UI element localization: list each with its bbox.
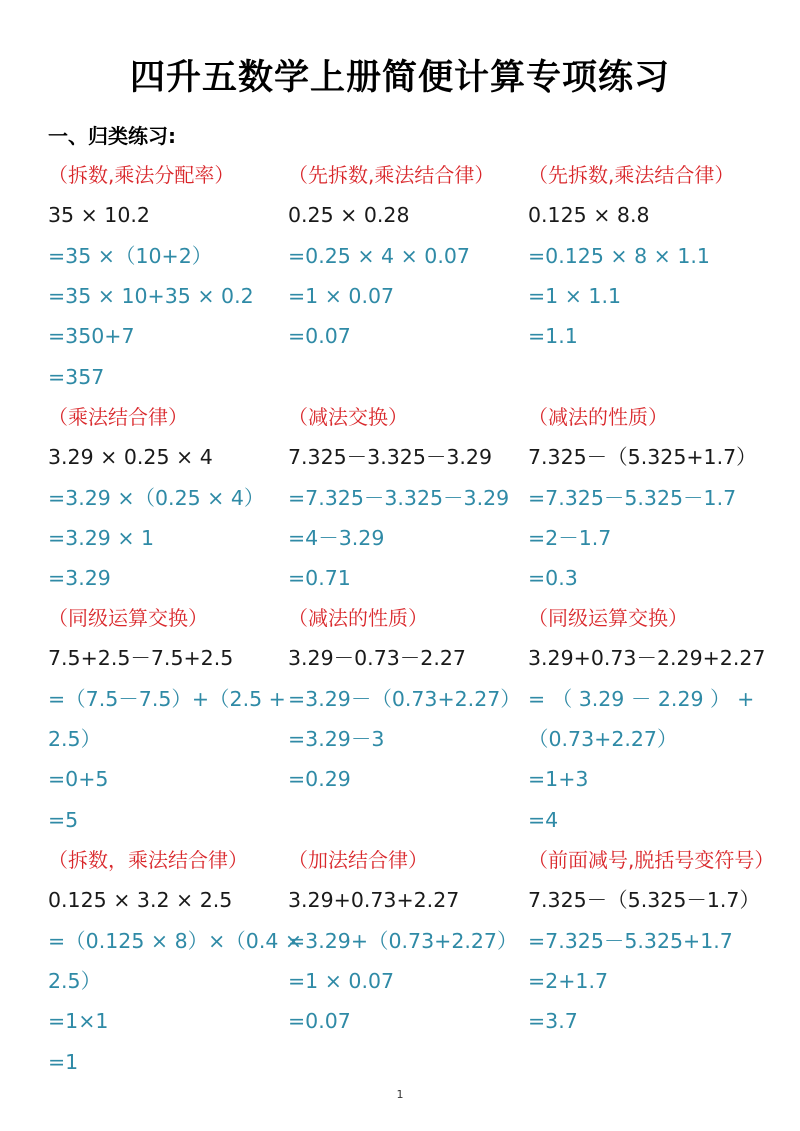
solution-step: =0.29: [288, 767, 351, 792]
solution-step: =350+7: [48, 324, 135, 349]
solution-step: =4－3.29: [288, 525, 385, 550]
method-label: （减法的性质）: [288, 606, 428, 630]
solution-step: =35 × 10+35 × 0.2: [48, 283, 254, 308]
solution-step: =7.325－5.325－1.7: [528, 485, 737, 510]
problem-expression: 7.325－（5.325－1.7）: [528, 888, 760, 913]
solution-step: =2+1.7: [528, 968, 608, 993]
solution-step: =7.325－3.325－3.29: [288, 485, 510, 510]
solution-step: =35 ×（10+2）: [48, 243, 213, 268]
page-number: 1: [396, 1088, 404, 1101]
method-label: （拆数，乘法结合律）: [48, 848, 248, 872]
solution-step: =（0.125 × 8）×（0.4 ×: [48, 928, 303, 953]
solution-step: =3.7: [528, 1009, 578, 1034]
method-label: （拆数,乘法分配率）: [48, 163, 235, 187]
section-heading: 一、归类练习:: [48, 124, 176, 148]
solution-step: = （ 3.29 － 2.29 ） +: [528, 686, 755, 711]
problem-expression: 3.29+0.73+2.27: [288, 888, 460, 913]
solution-step: =1+3: [528, 767, 589, 792]
problem-expression: 7.325－（5.325+1.7）: [528, 445, 757, 470]
solution-step: =0.71: [288, 566, 351, 591]
solution-step: =0.3: [528, 566, 578, 591]
solution-step: =3.29－3: [288, 726, 385, 751]
method-label: （先拆数,乘法结合律）: [288, 163, 495, 187]
solution-step: =2－1.7: [528, 525, 612, 550]
solution-step: =1 × 1.1: [528, 283, 622, 308]
method-label: （减法交换）: [288, 405, 408, 429]
problem-expression: 35 × 10.2: [48, 203, 150, 228]
solution-step: =357: [48, 364, 105, 389]
solution-step: =7.325－5.325+1.7: [528, 928, 733, 953]
solution-step: =0.07: [288, 1009, 351, 1034]
method-label: （乘法结合律）: [48, 405, 188, 429]
solution-step: =1×1: [48, 1009, 109, 1034]
problem-expression: 7.325－3.325－3.29: [288, 445, 493, 470]
method-label: （同级运算交换）: [528, 606, 688, 630]
solution-step: （0.73+2.27）: [528, 726, 678, 751]
problem-expression: 7.5+2.5－7.5+2.5: [48, 646, 234, 671]
page-title: 四升五数学上册简便计算专项练习: [129, 57, 670, 98]
method-label: （减法的性质）: [528, 405, 668, 429]
solution-step: 2.5）: [48, 968, 102, 993]
solution-step: =5: [48, 807, 79, 832]
solution-step: =3.29: [48, 566, 111, 591]
method-label: （加法结合律）: [288, 848, 428, 872]
method-label: （前面减号,脱括号变符号）: [528, 848, 775, 872]
solution-step: =0+5: [48, 767, 109, 792]
problem-expression: 0.125 × 8.8: [528, 203, 650, 228]
solution-step: =3.29+（0.73+2.27）: [288, 928, 518, 953]
solution-step: 2.5）: [48, 726, 102, 751]
solution-step: =4: [528, 807, 559, 832]
solution-step: =3.29－（0.73+2.27）: [288, 686, 521, 711]
problem-expression: 3.29 × 0.25 × 4: [48, 445, 213, 470]
solution-step: =1: [48, 1049, 79, 1074]
solution-step: =3.29 × 1: [48, 525, 155, 550]
problem-expression: 0.125 × 3.2 × 2.5: [48, 888, 233, 913]
method-label: （同级运算交换）: [48, 606, 208, 630]
solution-step: =1 × 0.07: [288, 968, 395, 993]
method-label: （先拆数,乘法结合律）: [528, 163, 735, 187]
solution-step: =1.1: [528, 324, 578, 349]
problem-expression: 3.29+0.73－2.29+2.27: [528, 646, 766, 671]
problem-expression: 0.25 × 0.28: [288, 203, 410, 228]
solution-step: =3.29 ×（0.25 × 4）: [48, 485, 265, 510]
problem-expression: 3.29－0.73－2.27: [288, 646, 466, 671]
solution-step: =0.125 × 8 × 1.1: [528, 243, 710, 268]
solution-step: =（7.5－7.5）+（2.5 +: [48, 686, 286, 711]
solution-step: =0.07: [288, 324, 351, 349]
solution-step: =1 × 0.07: [288, 283, 395, 308]
solution-step: =0.25 × 4 × 0.07: [288, 243, 470, 268]
